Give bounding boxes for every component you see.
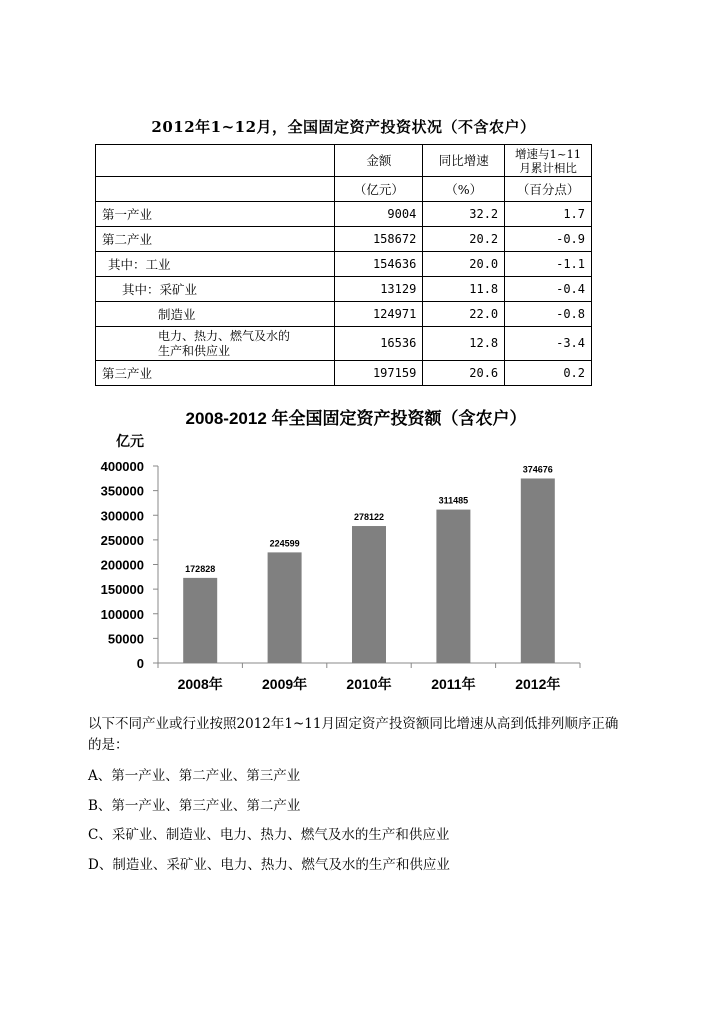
row-name: 制造业: [96, 302, 335, 327]
header-growth: 同比增速: [423, 145, 505, 177]
bar: [352, 526, 386, 663]
option-c[interactable]: C、采矿业、制造业、电力、热力、燃气及水的生产和供应业: [88, 827, 450, 843]
y-tick-label: 150000: [100, 582, 144, 598]
question-stem: 以下不同产业或行业按照2012年1~11月固定资产投资额同比增速从高到低排列顺序正确的是：: [88, 716, 619, 753]
option-d[interactable]: D、制造业、采矿业、电力、热力、燃气及水的生产和供应业: [88, 857, 450, 873]
investment-table: [95, 144, 592, 386]
header-empty-cell: [96, 145, 335, 177]
row-growth: 20.0: [423, 252, 505, 277]
row-name: 第二产业: [96, 227, 335, 252]
row-name: 其中：采矿业: [96, 277, 335, 302]
table-row: [96, 302, 592, 327]
table-unit-row: [96, 177, 592, 202]
option-a[interactable]: A、第一产业、第二产业、第三产业: [88, 768, 301, 784]
table-row: [96, 361, 592, 386]
bar-value-label: 224599: [269, 538, 300, 549]
table-title: 2012年1~12月，全国固定资产投资状况（不含农户）: [151, 118, 536, 136]
bar: [268, 552, 302, 663]
x-tick-label: 2009年: [262, 676, 308, 692]
table-row: [96, 327, 592, 361]
bar: [521, 478, 555, 663]
row-growth: 22.0: [423, 302, 505, 327]
y-tick-label: 400000: [100, 459, 144, 474]
y-tick-label: 0: [136, 656, 144, 671]
investment-chart: [0, 400, 720, 710]
row-growth: 20.6: [423, 361, 505, 386]
y-tick-label: 350000: [100, 483, 144, 499]
row-amount: 124971: [335, 302, 423, 327]
row-change: 1.7: [505, 202, 592, 227]
row-change: -0.4: [505, 277, 592, 302]
y-tick-label: 50000: [107, 631, 144, 647]
chart-title: 2008-2012 年全国固定资产投资额（含农户）: [185, 409, 527, 428]
header-amount: 金额: [335, 145, 423, 177]
row-change: -3.4: [505, 327, 592, 361]
x-tick-label: 2012年: [515, 676, 561, 692]
y-tick-label: 250000: [100, 532, 144, 548]
table-row: [96, 202, 592, 227]
bar-value-label: 172828: [185, 563, 216, 574]
unit-amount: （亿元）: [335, 177, 423, 202]
row-amount: 154636: [335, 252, 423, 277]
option-b[interactable]: B、第一产业、第三产业、第二产业: [88, 798, 301, 814]
row-name: 其中：工业: [96, 252, 335, 277]
header-change: 增速与1~11月累计相比: [505, 145, 592, 177]
row-change: 0.2: [505, 361, 592, 386]
y-axis-label: 亿元: [116, 433, 144, 449]
bar-value-label: 278122: [353, 512, 385, 523]
unit-growth: （%）: [423, 177, 505, 202]
row-name: 第三产业: [96, 361, 335, 386]
table-row: [96, 252, 592, 277]
x-tick-label: 2010年: [346, 676, 392, 692]
x-tick-label: 2011年: [431, 676, 476, 692]
row-amount: 9004: [335, 202, 423, 227]
row-change: -0.9: [505, 227, 592, 252]
y-tick-label: 200000: [100, 557, 144, 573]
row-change: -1.1: [505, 252, 592, 277]
bar: [183, 578, 217, 663]
bar: [436, 510, 470, 663]
row-growth: 20.2: [423, 227, 505, 252]
row-growth: 11.8: [423, 277, 505, 302]
bar-value-label: 374676: [522, 464, 553, 475]
row-growth: 32.2: [423, 202, 505, 227]
x-tick-label: 2008年: [177, 676, 223, 692]
table-row: [96, 227, 592, 252]
y-tick-label: 100000: [100, 606, 144, 622]
bar-chart-svg: [0, 400, 720, 710]
bar-value-label: 311485: [438, 495, 469, 506]
row-amount: 158672: [335, 227, 423, 252]
row-amount: 197159: [335, 361, 423, 386]
unit-empty-cell: [96, 177, 335, 202]
table-row: [96, 277, 592, 302]
row-growth: 12.8: [423, 327, 505, 361]
row-name: 第一产业: [96, 202, 335, 227]
row-name: 电力、热力、燃气及水的生产和供应业: [96, 327, 335, 361]
y-tick-label: 300000: [100, 508, 144, 524]
row-amount: 16536: [335, 327, 423, 361]
unit-change: （百分点）: [505, 177, 592, 202]
row-amount: 13129: [335, 277, 423, 302]
row-change: -0.8: [505, 302, 592, 327]
table-header-row: [96, 145, 592, 177]
